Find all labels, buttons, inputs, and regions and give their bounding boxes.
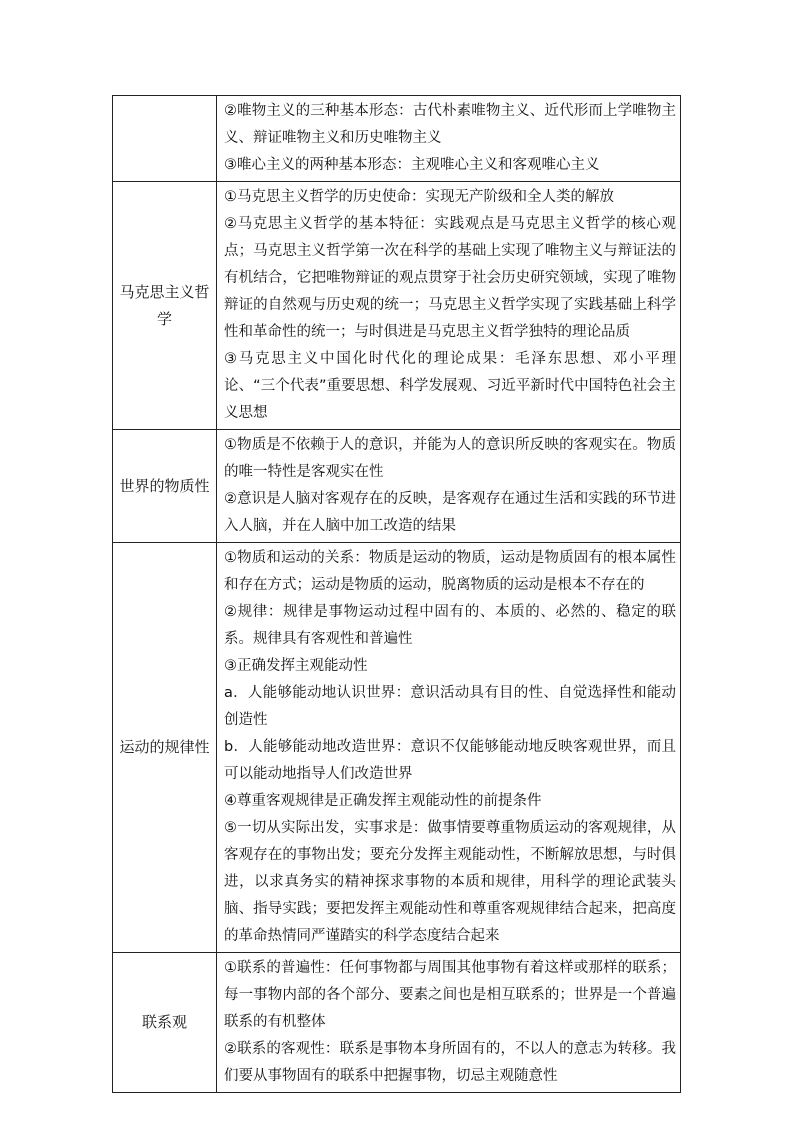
content-cell	[217, 96, 681, 182]
content-cell	[217, 182, 681, 430]
content-line: ②马克思主义哲学的基本特征：实践观点是马克思主义哲学的核心观点；马克思主义哲学第一次在科学的基础上实现了唯物主义与辩证法的有机结合，它把唯物辩证的观点贯穿于社会历史研究领域，实现了唯物辩证的自然观与历史观的统一；马克思主义哲学实现了实践基础上科学性和革命性的统一；与时俱进是马克思主义哲学独特的理论品质	[224, 216, 676, 340]
content-cell	[217, 543, 681, 953]
content-line: ①联系的普遍性：任何事物都与周围其他事物有着这样或那样的联系；每一事物内部的各个部分、要素之间也是相互联系的；世界是一个普遍联系的有机整体	[224, 960, 676, 1030]
topic-cell: 世界的物质性	[113, 430, 217, 543]
content-cell	[217, 430, 681, 543]
content-line: ②意识是人脑对客观存在的反映，是客观存在通过生活和实践的环节进入人脑，并在人脑中加工改造的结果	[224, 491, 676, 534]
content-line: ②唯物主义的三种基本形态：古代朴素唯物主义、近代形而上学唯物主义、辩证唯物主义和历史唯物主义	[224, 103, 676, 146]
table-row	[113, 953, 681, 1093]
content-cell	[217, 953, 681, 1093]
content-line: ④尊重客观规律是正确发挥主观能动性的前提条件	[224, 793, 542, 809]
content-line: b．人能够能动地改造世界：意识不仅能够能动地反映客观世界，而且可以能动地指导人们改造世界	[224, 739, 676, 782]
topic-cell: 联系观	[113, 953, 217, 1093]
topic-cell: 运动的规律性	[113, 543, 217, 953]
table-row	[113, 430, 681, 543]
table-row	[113, 182, 681, 430]
topic-cell	[113, 96, 217, 182]
content-line: ①马克思主义哲学的历史使命：实现无产阶级和全人类的解放	[224, 189, 614, 205]
content-line: ③正确发挥主观能动性	[224, 658, 368, 674]
content-line: ①物质是不依赖于人的意识，并能为人的意识所反映的客观实在。物质的唯一特性是客观实在性	[224, 437, 676, 480]
content-line: a．人能够能动地认识世界：意识活动具有目的性、自觉选择性和能动创造性	[224, 685, 676, 728]
content-line: ②联系的客观性：联系是事物本身所固有的，不以人的意志为转移。我们要从事物固有的联系中把握事物，切忌主观随意性	[224, 1041, 676, 1084]
content-line: ③马克思主义中国化时代化的理论成果：毛泽东思想、邓小平理论、“三个代表”重要思想、科学发展观、习近平新时代中国特色社会主义思想	[224, 351, 676, 421]
topic-cell: 马克思主义哲学	[113, 182, 217, 430]
content-line: ②规律：规律是事物运动过程中固有的、本质的、必然的、稳定的联系。规律具有客观性和普遍性	[224, 604, 676, 647]
knowledge-table	[112, 95, 681, 1093]
table-row	[113, 543, 681, 953]
table-row	[113, 96, 681, 182]
content-line: ⑤一切从实际出发，实事求是：做事情要尊重物质运动的客观规律，从客观存在的事物出发；要充分发挥主观能动性，不断解放思想，与时俱进，以求真务实的精神探求事物的本质和规律，用科学的理论武装头脑、指导实践；要把发挥主观能动性和尊重客观规律结合起来，把高度的革命热情同严谨踏实的科学态度结合起来	[224, 820, 676, 944]
content-line: ①物质和运动的关系：物质是运动的物质，运动是物质固有的根本属性和存在方式；运动是物质的运动，脱离物质的运动是根本不存在的	[224, 550, 676, 593]
content-line: ③唯心主义的两种基本形态：主观唯心主义和客观唯心主义	[224, 157, 600, 173]
